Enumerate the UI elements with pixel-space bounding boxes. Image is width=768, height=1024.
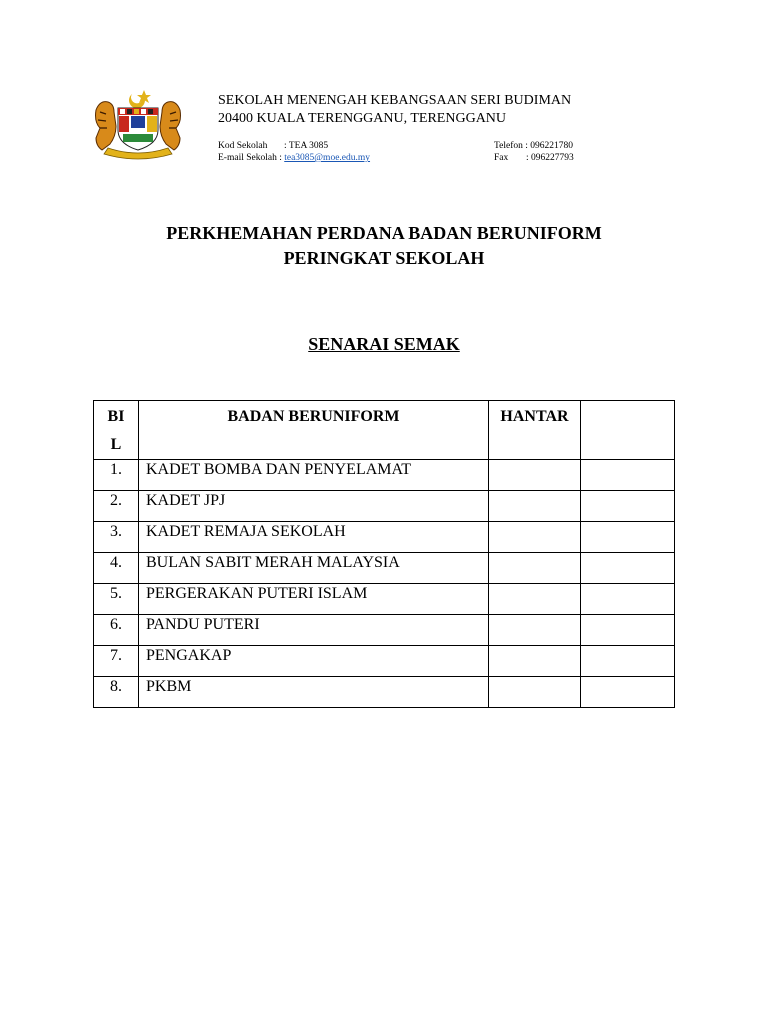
document-title-line2: PERINGKAT SEKOLAH bbox=[283, 248, 485, 268]
table-row bbox=[94, 584, 675, 615]
row-extra-cell[interactable] bbox=[581, 553, 675, 584]
telefon-label: Telefon bbox=[494, 141, 523, 151]
row-hantar-cell[interactable] bbox=[489, 677, 581, 708]
school-name: SEKOLAH MENENGAH KEBANGSAAN SERI BUDIMAN bbox=[218, 93, 572, 108]
email-label: E-mail Sekolah : bbox=[218, 153, 285, 163]
table-row bbox=[94, 460, 675, 491]
kod-label: Kod Sekolah bbox=[218, 141, 268, 151]
row-badan-name: KADET BOMBA DAN PENYELAMAT bbox=[139, 460, 489, 491]
row-extra-cell[interactable] bbox=[581, 460, 675, 491]
row-bil: 7. bbox=[94, 646, 139, 677]
table-row bbox=[94, 553, 675, 584]
school-address-block bbox=[218, 92, 571, 128]
coat-of-arms-logo bbox=[90, 88, 186, 160]
row-badan-name: PKBM bbox=[139, 677, 489, 708]
row-extra-cell[interactable] bbox=[581, 646, 675, 677]
checklist-table bbox=[93, 400, 675, 708]
row-badan-name: PENGAKAP bbox=[139, 646, 489, 677]
contact-left bbox=[218, 140, 370, 164]
header-bil: BI L bbox=[94, 401, 139, 460]
school-address: 20400 KUALA TERENGGANU, TERENGGANU bbox=[218, 111, 507, 126]
row-extra-cell[interactable] bbox=[581, 491, 675, 522]
row-extra-cell[interactable] bbox=[581, 677, 675, 708]
table-row bbox=[94, 677, 675, 708]
header-hantar: HANTAR bbox=[489, 401, 581, 460]
row-extra-cell[interactable] bbox=[581, 615, 675, 646]
row-hantar-cell[interactable] bbox=[489, 522, 581, 553]
row-hantar-cell[interactable] bbox=[489, 553, 581, 584]
header-badan-beruniform: BADAN BERUNIFORM bbox=[139, 401, 489, 460]
row-badan-name: PANDU PUTERI bbox=[139, 615, 489, 646]
header-extra bbox=[581, 401, 675, 460]
document-subtitle: SENARAI SEMAK bbox=[308, 334, 460, 354]
kod-value: : TEA 3085 bbox=[284, 141, 329, 151]
row-extra-cell[interactable] bbox=[581, 522, 675, 553]
table-row bbox=[94, 522, 675, 553]
telefon-value: : 096221780 bbox=[525, 141, 574, 151]
table-row bbox=[94, 615, 675, 646]
row-extra-cell[interactable] bbox=[581, 584, 675, 615]
fax-value: : 096227793 bbox=[526, 153, 574, 163]
row-hantar-cell[interactable] bbox=[489, 460, 581, 491]
contact-right bbox=[494, 140, 574, 164]
table-row bbox=[94, 491, 675, 522]
table-row bbox=[94, 646, 675, 677]
fax-label: Fax bbox=[494, 153, 509, 163]
row-badan-name: BULAN SABIT MERAH MALAYSIA bbox=[139, 553, 489, 584]
row-bil: 4. bbox=[94, 553, 139, 584]
row-bil: 3. bbox=[94, 522, 139, 553]
row-hantar-cell[interactable] bbox=[489, 646, 581, 677]
row-badan-name: PERGERAKAN PUTERI ISLAM bbox=[139, 584, 489, 615]
email-link[interactable]: tea3085@moe.edu.my bbox=[284, 153, 371, 163]
document-title-line1: PERKHEMAHAN PERDANA BADAN BERUNIFORM bbox=[166, 223, 602, 243]
row-hantar-cell[interactable] bbox=[489, 491, 581, 522]
table-header-row bbox=[94, 401, 675, 460]
row-bil: 8. bbox=[94, 677, 139, 708]
row-badan-name: KADET REMAJA SEKOLAH bbox=[139, 522, 489, 553]
row-bil: 6. bbox=[94, 615, 139, 646]
row-bil: 5. bbox=[94, 584, 139, 615]
row-hantar-cell[interactable] bbox=[489, 584, 581, 615]
row-bil: 2. bbox=[94, 491, 139, 522]
row-bil: 1. bbox=[94, 460, 139, 491]
row-badan-name: KADET JPJ bbox=[139, 491, 489, 522]
row-hantar-cell[interactable] bbox=[489, 615, 581, 646]
